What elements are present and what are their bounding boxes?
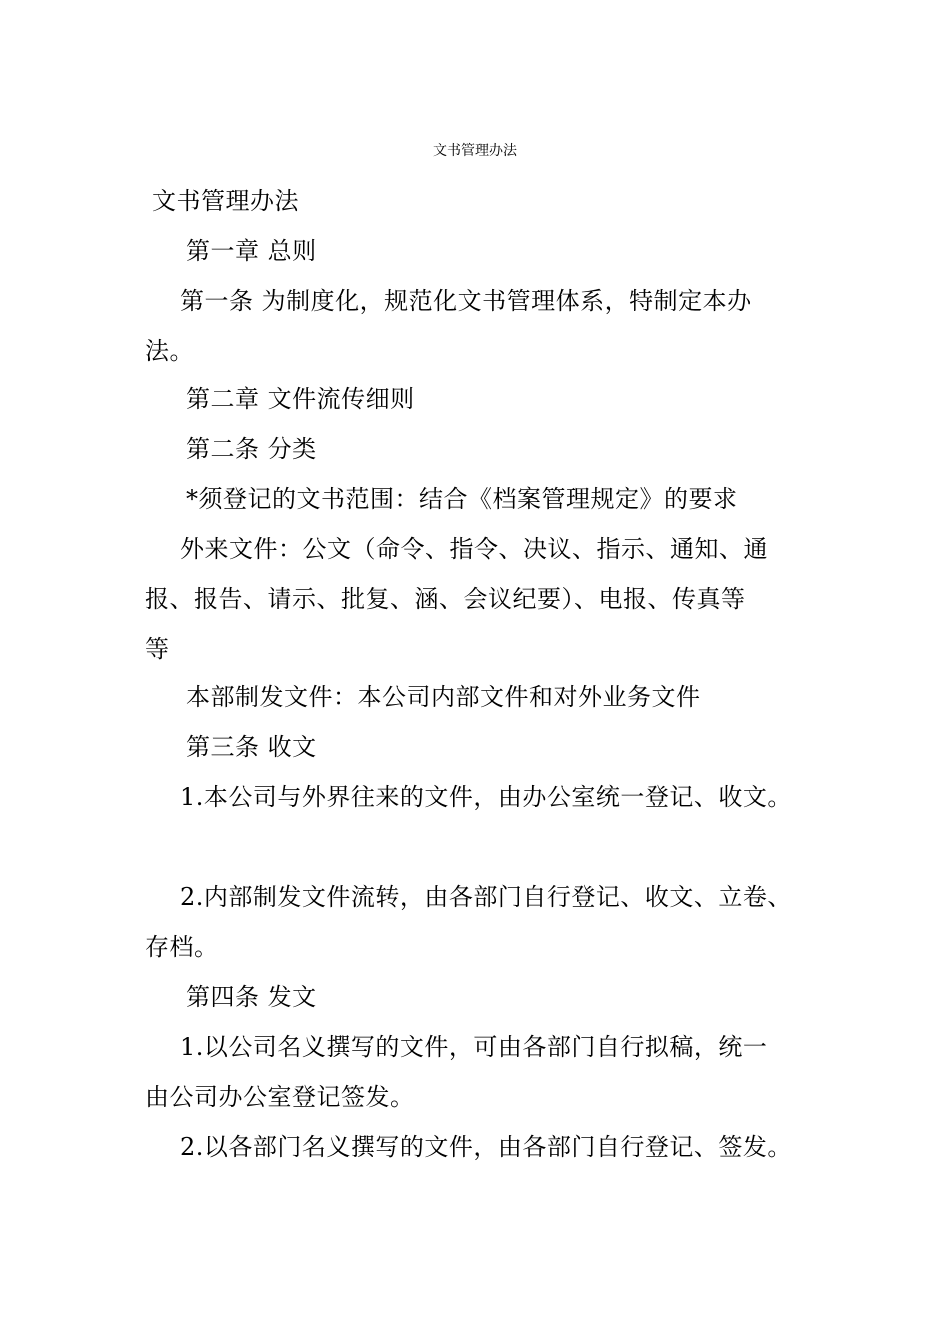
external-documents-text-continued: 报、报告、请示、批复、涵、会议纪要）、电报、传真等 (145, 585, 746, 613)
send-item-1-continued: 由公司办公室登记签发。 (145, 1083, 415, 1111)
send-item-1: 1.以公司名义撰写的文件，可由各部门自行拟稿，统一 (180, 1033, 768, 1061)
send-item-2: 2.以各部门名义撰写的文件，由各部门自行登记、签发。 (180, 1133, 792, 1161)
external-documents-text: 外来文件：公文（命令、指令、决议、指示、通知、通 (180, 535, 768, 563)
external-documents-text-end: 等 (145, 635, 170, 663)
receive-item-2-continued: 存档。 (145, 933, 219, 961)
document-subtitle: 文书管理办法 (152, 187, 299, 215)
article-heading: 第四条 发文 (186, 983, 317, 1011)
internal-documents-text: 本部制发文件：本公司内部文件和对外业务文件 (186, 683, 701, 711)
registration-scope-text: *须登记的文书范围：结合《档案管理规定》的要求 (186, 485, 738, 513)
receive-item-2: 2.内部制发文件流转，由各部门自行登记、收文、立卷、 (180, 883, 792, 911)
receive-item-1: 1.本公司与外界往来的文件，由办公室统一登记、收文。 (180, 783, 792, 811)
document-title: 文书管理办法 (433, 143, 517, 159)
article-1-text-continued: 法。 (145, 337, 194, 365)
chapter-heading: 第一章 总则 (186, 237, 317, 265)
article-heading: 第二条 分类 (186, 435, 317, 463)
article-heading: 第三条 收文 (186, 733, 317, 761)
article-1-text: 第一条 为制度化，规范化文书管理体系，特制定本办 (180, 287, 752, 315)
chapter-heading: 第二章 文件流传细则 (186, 385, 415, 413)
